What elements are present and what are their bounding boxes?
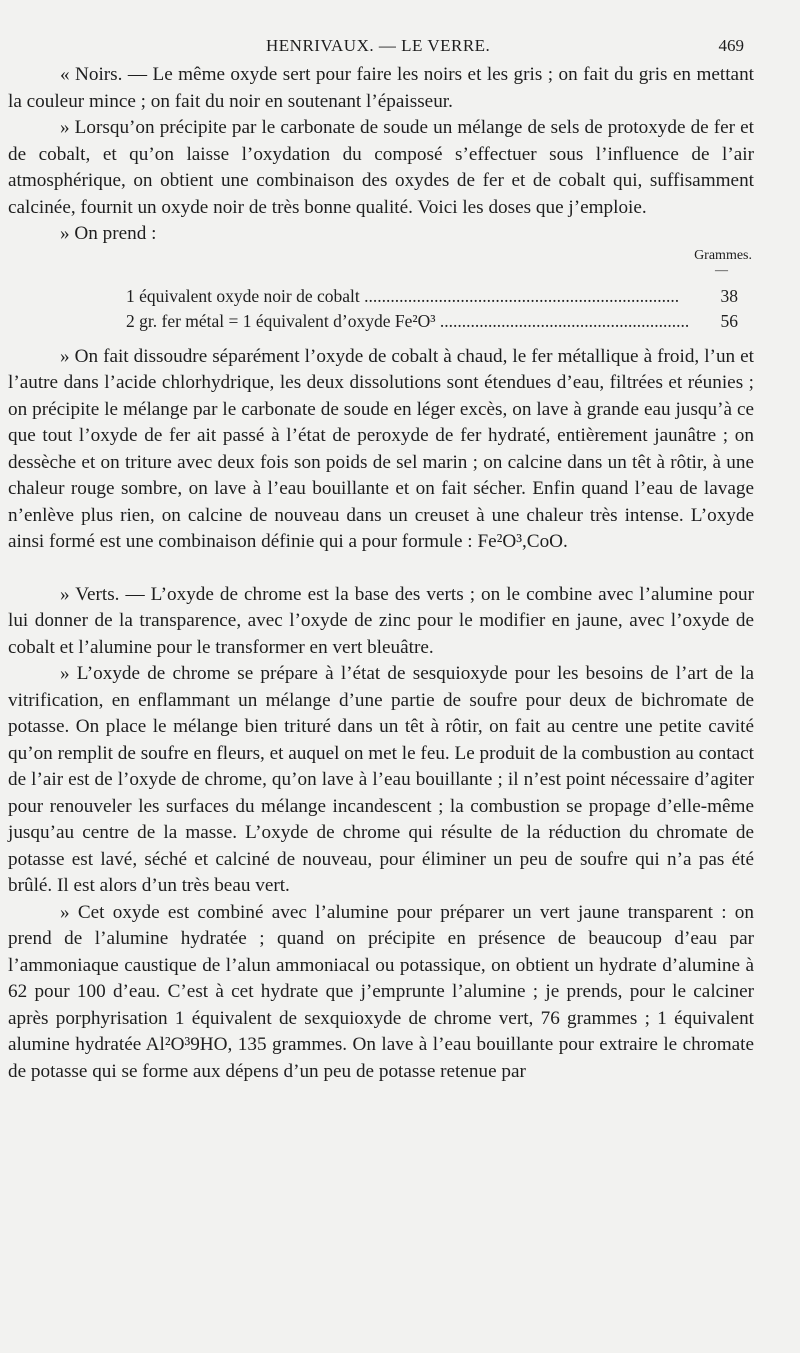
paragraph-on-prend: » On prend :	[60, 223, 157, 244]
page-header	[8, 30, 754, 62]
dose-table	[8, 248, 754, 344]
page-number: 469	[718, 36, 744, 55]
paragraph-gap	[8, 556, 754, 582]
paragraph-alumine: » Cet oxyde est combiné avec l’alumine pour préparer un vert jaune transparent : on prend de l’alumine hydratée ; quand on précipite en présence de beaucoup d’eau par l’ammoniaque caustique de l’alun ammoniacal ou potassique, on obtient un hydrate d’alumine à 62 pour 100 d’eau. C’est à cet hydrate que j’emprunte l’alumine ; je prends, pour le calciner après porphyrisation 1 équivalent de sexquioxyde de chrome vert, 76 grammes ; 1 équivalent alumine hydratée Al²O³9HO, 135 grammes. On lave à l’eau bouillante pour extraire le chromate de potasse qui se forme aux dépens d’un peu de potasse retenue par	[8, 901, 754, 1082]
running-head: HENRIVAUX. — LE VERRE.	[266, 36, 491, 55]
table-column-dash: —	[715, 261, 728, 277]
table-row-value: 38	[720, 285, 738, 306]
table-row-value: 56	[720, 310, 738, 331]
paragraph-dissolution: » On fait dissoudre séparément l’oxyde de cobalt à chaud, le fer métallique à froid, l’un et l’autre dans l’acide chlorhydrique, les deux dissolutions sont étendues d’eau, filtrées et réunies ; on précipite le mélange par le carbonate de soude en léger excès, on lave à grande eau jusqu’à ce que tout l’oxyde de fer ait passé à l’état de peroxyde de fer hydraté, entièrement jaunâtre ; on dessèche et on triture avec deux fois son poids de sel marin ; on calcine dans un têt à rôtir, à une chaleur rouge sombre, on lave à l’eau bouillante et on fait sécher. Enfin quand l’eau de lavage n’enlève plus rien, on calcine de nouveau dans un creuset à une chaleur très intense. L’oxyde ainsi formé est une combinaison définie qui a pour formule : Fe²O³,CoO.	[8, 345, 754, 552]
paragraph-precipitation: » Lorsqu’on précipite par le carbonate de soude un mélange de sels de protoxyde de fer et de cobalt, et qu’on laisse l’oxydation du composé s’effectuer sous l’influence de l’air atmosphérique, on obtient une combinaison des oxydes de fer et de cobalt qui, suffisamment calcinée, fournit un oxyde noir de très bonne qualité. Voici les doses que j’emploie.	[8, 117, 754, 218]
table-column-header: Grammes.	[694, 247, 752, 263]
paragraph-chrome-preparation: » L’oxyde de chrome se prépare à l’état de sesquioxyde pour les besoins de l’art de la vitrification, en enflammant un mélange d’une partie de soufre pour deux de bichromate de potasse. On place le mélange bien trituré dans un têt à rôtir, on fait au centre une petite cavité qu’on remplit de soufre en fleurs, et auquel on met le feu. Le produit de la combustion au contact de l’air est de l’oxyde de chrome, qu’on lave à l’eau bouillante ; il n’est point nécessaire d’agiter pour renouveler les surfaces du mélange incandescent ; la combustion se propage d’elle-même jusqu’au centre de la masse. L’oxyde de chrome qui résulte de la réduction du chromate de potasse est lavé, séché et calciné de nouveau, pour éliminer un peu de soufre qui n’a pas été brûlé. Il est alors d’un très beau vert.	[8, 663, 754, 896]
table-row	[126, 286, 738, 307]
paragraph-verts: » Verts. — L’oxyde de chrome est la base des verts ; on le combine avec l’alumine pour lui donner de la transparence, avec l’oxyde de zinc pour le modifier en jaune, avec l’oxyde de cobalt et l’alumine pour le transformer en vert bleuâtre.	[8, 583, 754, 658]
table-row-label: 1 équivalent oxyde noir de cobalt .....	[126, 286, 688, 307]
paragraph-noirs: « Noirs. — Le même oxyde sert pour faire les noirs et les gris ; on fait du gris en mettant la couleur mince ; on fait du noir en soutenant l’épaisseur.	[8, 64, 754, 112]
table-row	[126, 311, 738, 332]
table-row-label: 2 gr. fer métal = 1 équivalent d’oxyde Fe²O³ .....	[126, 311, 688, 332]
